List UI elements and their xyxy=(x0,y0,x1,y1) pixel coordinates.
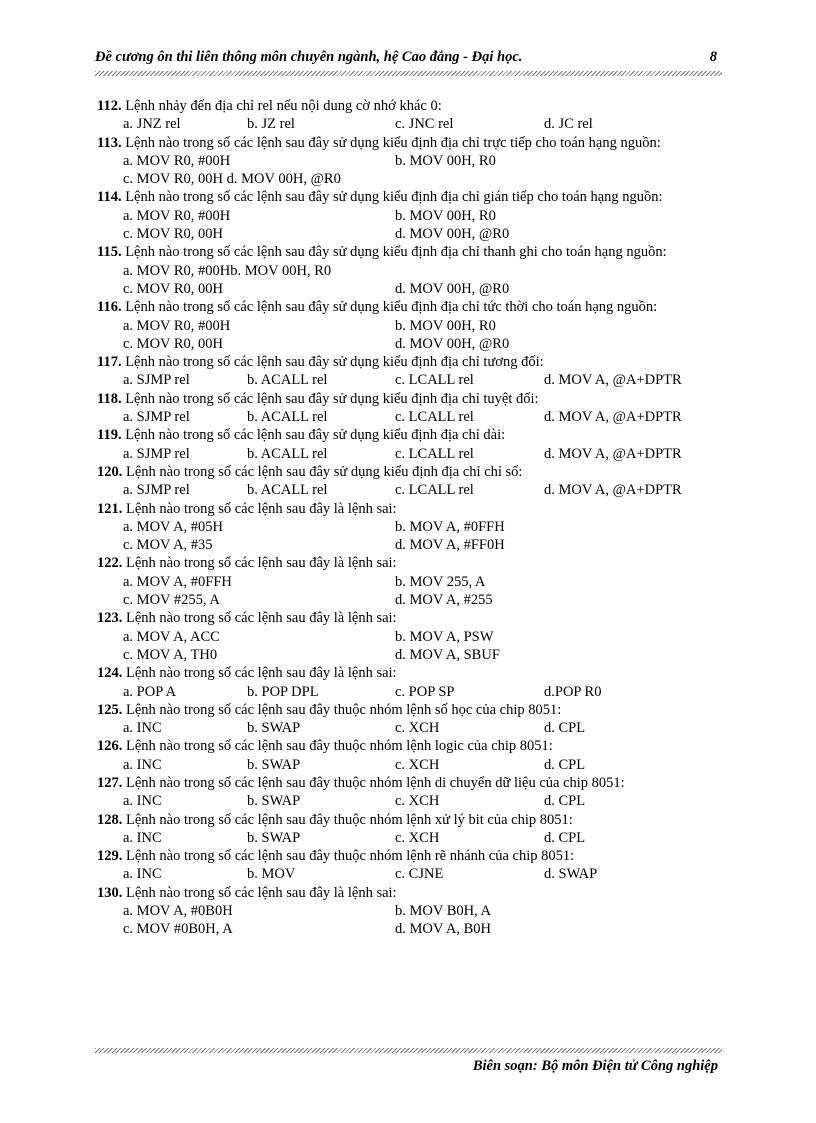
answer-option: c. LCALL rel xyxy=(395,372,474,389)
question-number: 122. xyxy=(97,555,123,572)
question-item xyxy=(97,701,719,738)
answer-option: b. SWAP xyxy=(247,756,301,773)
document-title: Đề cương ôn thi liên thông môn chuyên ngành, hệ Cao đẳng - Đại học. xyxy=(95,49,523,65)
question-stem: Lệnh nào trong số các lệnh sau đây là lệnh sai: xyxy=(126,500,397,517)
answer-option: a. MOV A, ACC xyxy=(123,628,220,645)
question-stem: Lệnh nào trong số các lệnh sau đây sử dụng kiểu định địa chỉ gián tiếp cho toán hạng nguồn: xyxy=(125,189,663,206)
question-stem: Lệnh nào trong số các lệnh sau đây là lệnh sai: xyxy=(126,555,397,572)
question-text xyxy=(97,97,719,115)
answer-option: b. MOV A, #0FFH xyxy=(395,518,505,535)
question-text xyxy=(97,426,719,444)
question-item xyxy=(97,426,719,463)
answer-option: d. MOV 00H, @R0 xyxy=(395,280,510,297)
answer-option: c. XCH xyxy=(395,756,440,773)
answer-option: d. CPL xyxy=(544,829,586,846)
answer-option: a. MOV R0, #00H xyxy=(123,152,231,169)
answer-option: b. ACALL rel xyxy=(247,409,328,426)
answer-options-row xyxy=(97,170,719,188)
answer-option: c. MOV R0, 00H xyxy=(123,280,224,297)
answer-option: d. MOV A, B0H xyxy=(395,921,492,938)
answer-options-row xyxy=(97,371,719,389)
question-item xyxy=(97,847,719,884)
answer-option: c. MOV R0, 00H xyxy=(123,226,224,243)
question-item xyxy=(97,243,719,298)
question-item xyxy=(97,609,719,664)
answer-options-row xyxy=(97,683,719,701)
answer-options-row xyxy=(97,335,719,353)
question-number: 116. xyxy=(97,299,122,316)
answer-option: c. MOV A, #35 xyxy=(123,537,213,554)
question-item xyxy=(97,664,719,701)
answer-option: b. MOV 00H, R0 xyxy=(395,207,496,224)
question-text xyxy=(97,298,719,316)
answer-options-row xyxy=(97,829,719,847)
answer-option: b. MOV A, PSW xyxy=(395,628,494,645)
answer-option: a. POP A xyxy=(123,683,177,700)
answer-option: b. MOV 255, A xyxy=(395,573,486,590)
question-stem: Lệnh nào trong số các lệnh sau đây thuộc nhóm lệnh số học của chip 8051: xyxy=(126,701,562,718)
question-stem: Lệnh nào trong số các lệnh sau đây thuộc nhóm lệnh logic của chip 8051: xyxy=(126,738,553,755)
question-number: 129. xyxy=(97,848,123,865)
answer-option: a. INC xyxy=(123,829,162,846)
question-text xyxy=(97,500,719,518)
answer-option: b. ACALL rel xyxy=(247,372,328,389)
question-text xyxy=(97,353,719,371)
answer-options-row xyxy=(97,591,719,609)
question-text xyxy=(97,609,719,627)
question-item xyxy=(97,463,719,500)
answer-option: b. POP DPL xyxy=(247,683,319,700)
question-item xyxy=(97,774,719,811)
question-number: 112. xyxy=(97,98,122,114)
question-text xyxy=(97,664,719,682)
answer-option: a. INC xyxy=(123,720,162,737)
answer-option: b. MOV 00H, R0 xyxy=(395,152,496,169)
answer-option: d. MOV A, @A+DPTR xyxy=(544,409,682,426)
question-item xyxy=(97,97,719,134)
answer-options-row xyxy=(97,207,719,225)
question-text xyxy=(97,188,719,206)
answer-option: c. LCALL rel xyxy=(395,445,474,462)
question-number: 127. xyxy=(97,774,123,791)
answer-option: c. CJNE xyxy=(395,866,444,883)
question-item xyxy=(97,390,719,427)
answer-option: c. MOV R0, 00H xyxy=(123,335,224,352)
answer-options-row xyxy=(97,262,719,280)
answer-options-row xyxy=(97,115,719,133)
answer-option: a. MOV R0, #00H xyxy=(123,317,231,334)
answer-option: c. MOV A, TH0 xyxy=(123,646,218,663)
question-number: 118. xyxy=(97,390,122,407)
question-item xyxy=(97,884,719,939)
answer-option: b. MOV xyxy=(247,866,296,883)
question-number: 117. xyxy=(97,354,122,371)
answer-option: a. MOV A, #0B0H xyxy=(123,903,233,920)
question-number: 114. xyxy=(97,189,122,206)
answer-option: d. CPL xyxy=(544,720,586,737)
page-header xyxy=(95,49,717,66)
question-stem: Lệnh nào trong số các lệnh sau đây sử dụng kiểu định địa chỉ chỉ số: xyxy=(126,463,523,480)
question-text xyxy=(97,463,719,481)
question-number: 124. xyxy=(97,665,123,682)
answer-option: c. MOV #255, A xyxy=(123,592,220,609)
question-number: 130. xyxy=(97,884,123,901)
answer-option: a. SJMP rel xyxy=(123,409,190,426)
question-item xyxy=(97,737,719,774)
question-stem: Lệnh nào trong số các lệnh sau đây sử dụng kiểu định địa chỉ tuyệt đối: xyxy=(125,390,539,407)
question-text xyxy=(97,134,719,152)
question-text xyxy=(97,243,719,261)
question-text xyxy=(97,554,719,572)
answer-option: c. MOV R0, 00H d. MOV 00H, @R0 xyxy=(123,171,341,188)
question-stem: Lệnh nào trong số các lệnh sau đây là lệnh sai: xyxy=(126,665,397,682)
answer-option: c. XCH xyxy=(395,793,440,810)
answer-options-row xyxy=(97,865,719,883)
answer-options-row xyxy=(97,518,719,536)
question-text xyxy=(97,884,719,902)
page-number: 8 xyxy=(709,49,717,65)
answer-options-row xyxy=(97,902,719,920)
question-number: 121. xyxy=(97,500,123,517)
answer-option: d. CPL xyxy=(544,756,586,773)
answer-option: d. MOV A, @A+DPTR xyxy=(544,482,682,499)
question-item xyxy=(97,353,719,390)
question-text xyxy=(97,847,719,865)
answer-option: b. MOV 00H, R0 xyxy=(395,317,496,334)
question-number: 128. xyxy=(97,811,123,828)
question-number: 126. xyxy=(97,738,123,755)
answer-options-row xyxy=(97,317,719,335)
question-stem: Lệnh nào trong số các lệnh sau đây thuộc nhóm lệnh rẽ nhánh của chip 8051: xyxy=(126,848,575,865)
answer-option: b. SWAP xyxy=(247,720,301,737)
answer-option: a. SJMP rel xyxy=(123,445,190,462)
question-stem: Lệnh nào trong số các lệnh sau đây sử dụng kiểu định địa chỉ thanh ghi cho toán hạng nguồn: xyxy=(125,244,667,261)
answer-option: a. MOV R0, #00Hb. MOV 00H, R0 xyxy=(123,262,332,279)
question-number: 113. xyxy=(97,134,122,151)
answer-options-row xyxy=(97,445,719,463)
answer-option: a. SJMP rel xyxy=(123,482,190,499)
answer-option: a. INC xyxy=(123,866,162,883)
answer-option: c. JNC rel xyxy=(395,116,454,133)
answer-option: c. LCALL rel xyxy=(395,482,474,499)
question-text xyxy=(97,701,719,719)
answer-options-row xyxy=(97,152,719,170)
question-text xyxy=(97,737,719,755)
answer-options-row xyxy=(97,756,719,774)
answer-options-row xyxy=(97,646,719,664)
answer-option: d. MOV A, @A+DPTR xyxy=(544,445,682,462)
answer-option: d.POP R0 xyxy=(544,683,602,700)
answer-option: d. JC rel xyxy=(544,116,593,133)
answer-option: d. MOV A, #255 xyxy=(395,592,493,609)
answer-option: d. MOV A, SBUF xyxy=(395,646,500,663)
answer-option: d. MOV A, @A+DPTR xyxy=(544,372,682,389)
answer-option: a. MOV R0, #00H xyxy=(123,207,231,224)
question-stem: Lệnh nào trong số các lệnh sau đây thuộc nhóm lệnh xử lý bit của chip 8051: xyxy=(126,811,573,828)
answer-option: b. ACALL rel xyxy=(247,445,328,462)
answer-option: b. JZ rel xyxy=(247,116,295,133)
answer-options-row xyxy=(97,481,719,499)
answer-option: a. MOV A, #05H xyxy=(123,518,224,535)
answer-option: a. JNZ rel xyxy=(123,116,181,133)
question-item xyxy=(97,298,719,353)
answer-options-row xyxy=(97,225,719,243)
answer-option: a. SJMP rel xyxy=(123,372,190,389)
question-item xyxy=(97,188,719,243)
answer-option: d. MOV 00H, @R0 xyxy=(395,335,510,352)
answer-options-row xyxy=(97,536,719,554)
question-stem: Lệnh nào trong số các lệnh sau đây sử dụng kiểu định địa chỉ dài: xyxy=(125,427,506,444)
answer-options-row xyxy=(97,280,719,298)
question-number: 119. xyxy=(97,427,122,444)
answer-option: a. INC xyxy=(123,793,162,810)
answer-option: d. MOV A, #FF0H xyxy=(395,537,505,554)
answer-option: b. SWAP xyxy=(247,829,301,846)
question-text xyxy=(97,390,719,408)
question-list xyxy=(97,97,719,939)
question-item xyxy=(97,811,719,848)
question-stem: Lệnh nào trong số các lệnh sau đây sử dụng kiểu định địa chỉ tương đối: xyxy=(125,354,544,371)
answer-options-row xyxy=(97,628,719,646)
question-number: 123. xyxy=(97,610,123,627)
answer-options-row xyxy=(97,920,719,938)
answer-options-row xyxy=(97,573,719,591)
answer-option: c. LCALL rel xyxy=(395,409,474,426)
question-item xyxy=(97,554,719,609)
answer-option: d. SWAP xyxy=(544,866,598,883)
question-stem: Lệnh nhảy đến địa chỉ rel nếu nội dung cờ nhớ khác 0: xyxy=(125,98,442,114)
question-item xyxy=(97,500,719,555)
question-stem: Lệnh nào trong số các lệnh sau đây là lệnh sai: xyxy=(126,610,397,627)
answer-option: c. MOV #0B0H, A xyxy=(123,921,233,938)
answer-options-row xyxy=(97,408,719,426)
question-stem: Lệnh nào trong số các lệnh sau đây sử dụng kiểu định địa chỉ tức thời cho toán hạng nguồn: xyxy=(125,299,658,316)
question-text xyxy=(97,774,719,792)
answer-option: c. XCH xyxy=(395,720,440,737)
question-stem: Lệnh nào trong số các lệnh sau đây là lệnh sai: xyxy=(126,884,397,901)
answer-option: c. POP SP xyxy=(395,683,455,700)
question-stem: Lệnh nào trong số các lệnh sau đây sử dụng kiểu định địa chỉ trực tiếp cho toán hạng nguồn: xyxy=(125,134,661,151)
answer-options-row xyxy=(97,719,719,737)
answer-option: d. CPL xyxy=(544,793,586,810)
question-text xyxy=(97,811,719,829)
answer-option: b. MOV B0H, A xyxy=(395,903,492,920)
question-number: 125. xyxy=(97,701,123,718)
answer-option: a. INC xyxy=(123,756,162,773)
question-number: 120. xyxy=(97,463,123,480)
footer-divider xyxy=(95,1048,722,1053)
question-stem: Lệnh nào trong số các lệnh sau đây thuộc nhóm lệnh di chuyển dữ liệu của chip 8051: xyxy=(126,774,625,791)
answer-options-row xyxy=(97,792,719,810)
header-divider xyxy=(95,71,722,76)
answer-option: c. XCH xyxy=(395,829,440,846)
page-footer: Biên soạn: Bộ môn Điện tử Công nghiệp xyxy=(472,1058,718,1074)
answer-option: a. MOV A, #0FFH xyxy=(123,573,232,590)
answer-option: d. MOV 00H, @R0 xyxy=(395,226,510,243)
question-number: 115. xyxy=(97,244,122,261)
question-item xyxy=(97,134,719,189)
answer-option: b. SWAP xyxy=(247,793,301,810)
answer-option: b. ACALL rel xyxy=(247,482,328,499)
